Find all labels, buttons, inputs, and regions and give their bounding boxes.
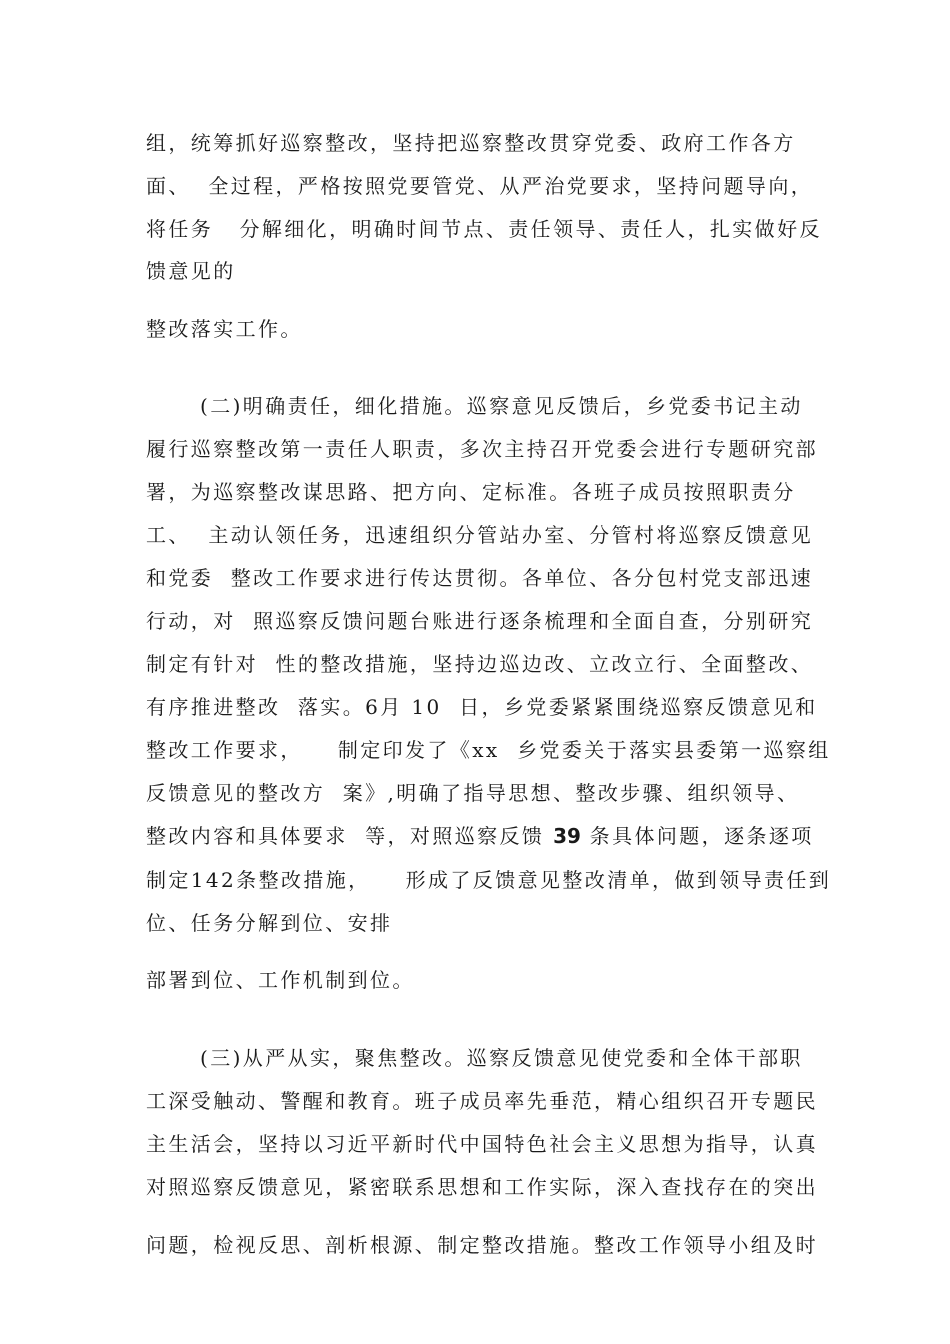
issue-count: 39 xyxy=(553,824,581,848)
text-line: 署，为巡察整改谋思路、把方向、定标准。各班子成员按照职责分 xyxy=(146,480,796,504)
text-line: 工、 主动认领任务，迅速组织分管站办室、分管村将巡察反馈意见 xyxy=(146,523,814,547)
text-line: 位、任务分解到位、安排 xyxy=(146,911,393,935)
text-line: 制定有针对 性的整改措施，坚持边巡边改、立改立行、全面整改、 xyxy=(146,652,814,676)
text-line: 面、 全过程，严格按照党要管党、从严治党要求，坚持问题导向， xyxy=(146,174,814,198)
text-line: 将任务 分解细化，明确时间节点、责任领导、责任人，扎实做好反 xyxy=(146,217,822,241)
text-line: 整改工作要求， 制定印发了《xx 乡党委关于落实县委第一巡察组 xyxy=(146,738,831,762)
text-line: 问题，检视反思、剖析根源、制定整改措施。整改工作领导小组及时 xyxy=(146,1233,818,1257)
text-line: 主生活会，坚持以习近平新时代中国特色社会主义思想为指导，认真 xyxy=(146,1132,818,1156)
text-line: 工深受触动、警醒和教育。班子成员率先垂范，精心组织召开专题民 xyxy=(146,1089,818,1113)
text-line: 制定142条整改措施， 形成了反馈意见整改清单，做到领导责任到 xyxy=(146,868,832,892)
text-line: 组，统筹抓好巡察整改，坚持把巡察整改贯穿党委、政府工作各方 xyxy=(146,131,796,155)
text-line: 整改落实工作。 xyxy=(146,317,303,341)
section-heading-line: (三)从严从实，聚焦整改。巡察反馈意见使党委和全体干部职 xyxy=(200,1046,803,1070)
text-line: 反馈意见的整改方 案》,明确了指导思想、整改步骤、组织领导、 xyxy=(146,781,800,805)
text-line: 部署到位、工作机制到位。 xyxy=(146,968,415,992)
text-line: 履行巡察整改第一责任人职责，多次主持召开党委会进行专题研究部 xyxy=(146,437,818,461)
text-line: 和党委 整改工作要求进行传达贯彻。各单位、各分包村党支部迅速 xyxy=(146,566,814,590)
text-line: 行动，对 照巡察反馈问题台账进行逐条梳理和全面自查，分别研究 xyxy=(146,609,814,633)
text-line: 对照巡察反馈意见，紧密联系思想和工作实际，深入查找存在的突出 xyxy=(146,1175,818,1199)
text-segment: 整改内容和具体要求 等，对照巡察反馈 xyxy=(146,824,554,848)
text-segment: 条具体问题，逐条逐项 xyxy=(580,824,814,848)
section-heading-line: (二)明确责任，细化措施。巡察意见反馈后，乡党委书记主动 xyxy=(200,394,803,418)
text-line: 有序推进整改 落实。6月 10 日，乡党委紧紧围绕巡察反馈意见和 xyxy=(146,695,818,719)
text-line xyxy=(146,822,814,850)
text-line: 馈意见的 xyxy=(146,259,236,283)
